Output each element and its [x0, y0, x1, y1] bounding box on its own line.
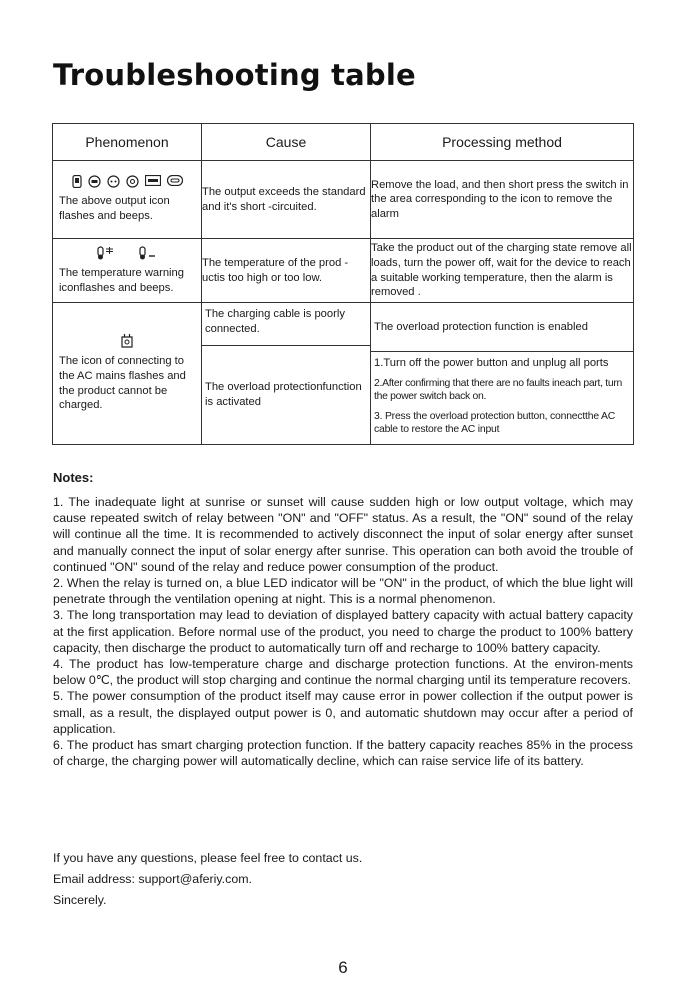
- note-item: 6. The product has smart charging protection function. If the battery capacity reaches 85% in the process of charge, the charging power will automatically decline, which can raise service life of its battery.: [53, 738, 633, 769]
- cause-subcell-text: The overload protectionfunction is activated: [205, 381, 362, 408]
- usb-port-icon: [72, 175, 82, 188]
- note-item: 5. The power consumption of the product itself may cause error in power collection if the output power is small, as a result, the displayed output power is 0, and automatic shutdown may occur after a period of application.: [53, 689, 633, 736]
- header-cause: Cause: [202, 124, 371, 161]
- note-item: 2. When the relay is turned on, a blue LED indicator will be "ON" in the product, of which the blue light will penetrate through the ventilation opening at night. This is a normal phenomenon.: [53, 576, 633, 607]
- phenomenon-cell: [53, 239, 202, 303]
- dc-output-icon: [126, 175, 139, 188]
- usb-c-icon: [167, 175, 183, 186]
- phenomenon-text: The temperature warning iconflashes and beeps.: [59, 266, 184, 294]
- notes-title: Notes:: [53, 470, 94, 485]
- low-temperature-icon: [138, 246, 158, 260]
- high-temperature-icon: [96, 246, 116, 260]
- page-number: 6: [338, 958, 348, 977]
- notes-list: [53, 494, 633, 769]
- contact-line: If you have any questions, please feel free to contact us.: [53, 851, 363, 865]
- cause-subcell: [202, 345, 370, 444]
- usb-a-icon: [145, 175, 161, 186]
- phenomenon-text: The icon of connecting to the AC mains flashes and the product cannot be charged.: [59, 355, 186, 412]
- table-header-row: [53, 124, 634, 161]
- header-phenomenon: Phenomenon: [53, 124, 202, 161]
- phenomenon-cell: [53, 303, 202, 445]
- cause-cell: The output exceeds the standard and it's short -circuited.: [202, 161, 371, 239]
- contact-signoff: Sincerely.: [53, 893, 107, 907]
- method-step: 1.Turn off the power button and unplug all ports: [374, 357, 609, 369]
- page-title: Troubleshooting table: [53, 58, 416, 92]
- method-subcell-text: The overload protection function is enabled: [374, 320, 588, 333]
- cause-cell: [202, 303, 371, 445]
- method-cell: Take the product out of the charging state remove all loads, turn the power off, wait for the device to reach a suitable working temperature, then the alarm is removed .: [371, 239, 634, 303]
- output-icons-group: [53, 175, 201, 188]
- table-row: [53, 303, 634, 445]
- method-step: 2.After confirming that there are no faults ineach part, turn the power switch back on.: [374, 377, 622, 403]
- method-subcell-steps: [371, 351, 633, 441]
- contact-block: [53, 848, 613, 911]
- method-step: 3. Press the overload protection button, connectthe AC cable to restore the AC input: [374, 410, 616, 436]
- phenomenon-cell: [53, 161, 202, 239]
- troubleshooting-table: [52, 123, 634, 445]
- note-item: 3. The long transportation may lead to deviation of displayed battery capacity with actual battery capacity at the first application. Before normal use of the product, you need to charge the product to 100% battery capacity, then discharge the product to automatically turn off and recharge to 100% battery capacity.: [53, 608, 633, 655]
- table-row: [53, 161, 634, 239]
- car-charger-icon: [88, 175, 101, 188]
- phenomenon-text: The above output icon flashes and beeps.: [59, 195, 170, 222]
- cause-cell: The temperature of the prod -uctis too high or too low.: [202, 239, 371, 303]
- note-item: 1. The inadequate light at sunrise or sunset will cause sudden high or low output voltage, which may cause repeated switch of relay between "ON" and "OFF" status. As a result, the "ON" sound of the relay will continue all the time. It is recommended to actively disconnect the input of solar energy after sunset and manually connect the input of solar energy after sunrise. This operation can both avoid the trouble of continued "ON" sound of the relay and reduce power consumption of the product.: [53, 495, 633, 574]
- ac-outlet-icon: [107, 175, 120, 188]
- note-item: 4. The product has low-temperature charge and discharge protection functions. At the environ-ments below 0℃, the product will stop charging and continue the normal charging until its temperature recovers.: [53, 657, 633, 688]
- method-cell: [371, 303, 634, 445]
- temperature-icons-group: [53, 246, 201, 260]
- header-processing-method: Processing method: [371, 124, 634, 161]
- contact-email: Email address: support@aferiy.com.: [53, 872, 252, 886]
- table-row: [53, 239, 634, 303]
- method-subcell: [371, 303, 633, 351]
- ac-input-icon: [121, 334, 133, 348]
- cause-subcell: The charging cable is poorly connected.: [205, 308, 345, 335]
- method-cell: Remove the load, and then short press the switch in the area corresponding to the icon to remove the alarm: [371, 161, 634, 239]
- ac-icon-group: [53, 334, 201, 348]
